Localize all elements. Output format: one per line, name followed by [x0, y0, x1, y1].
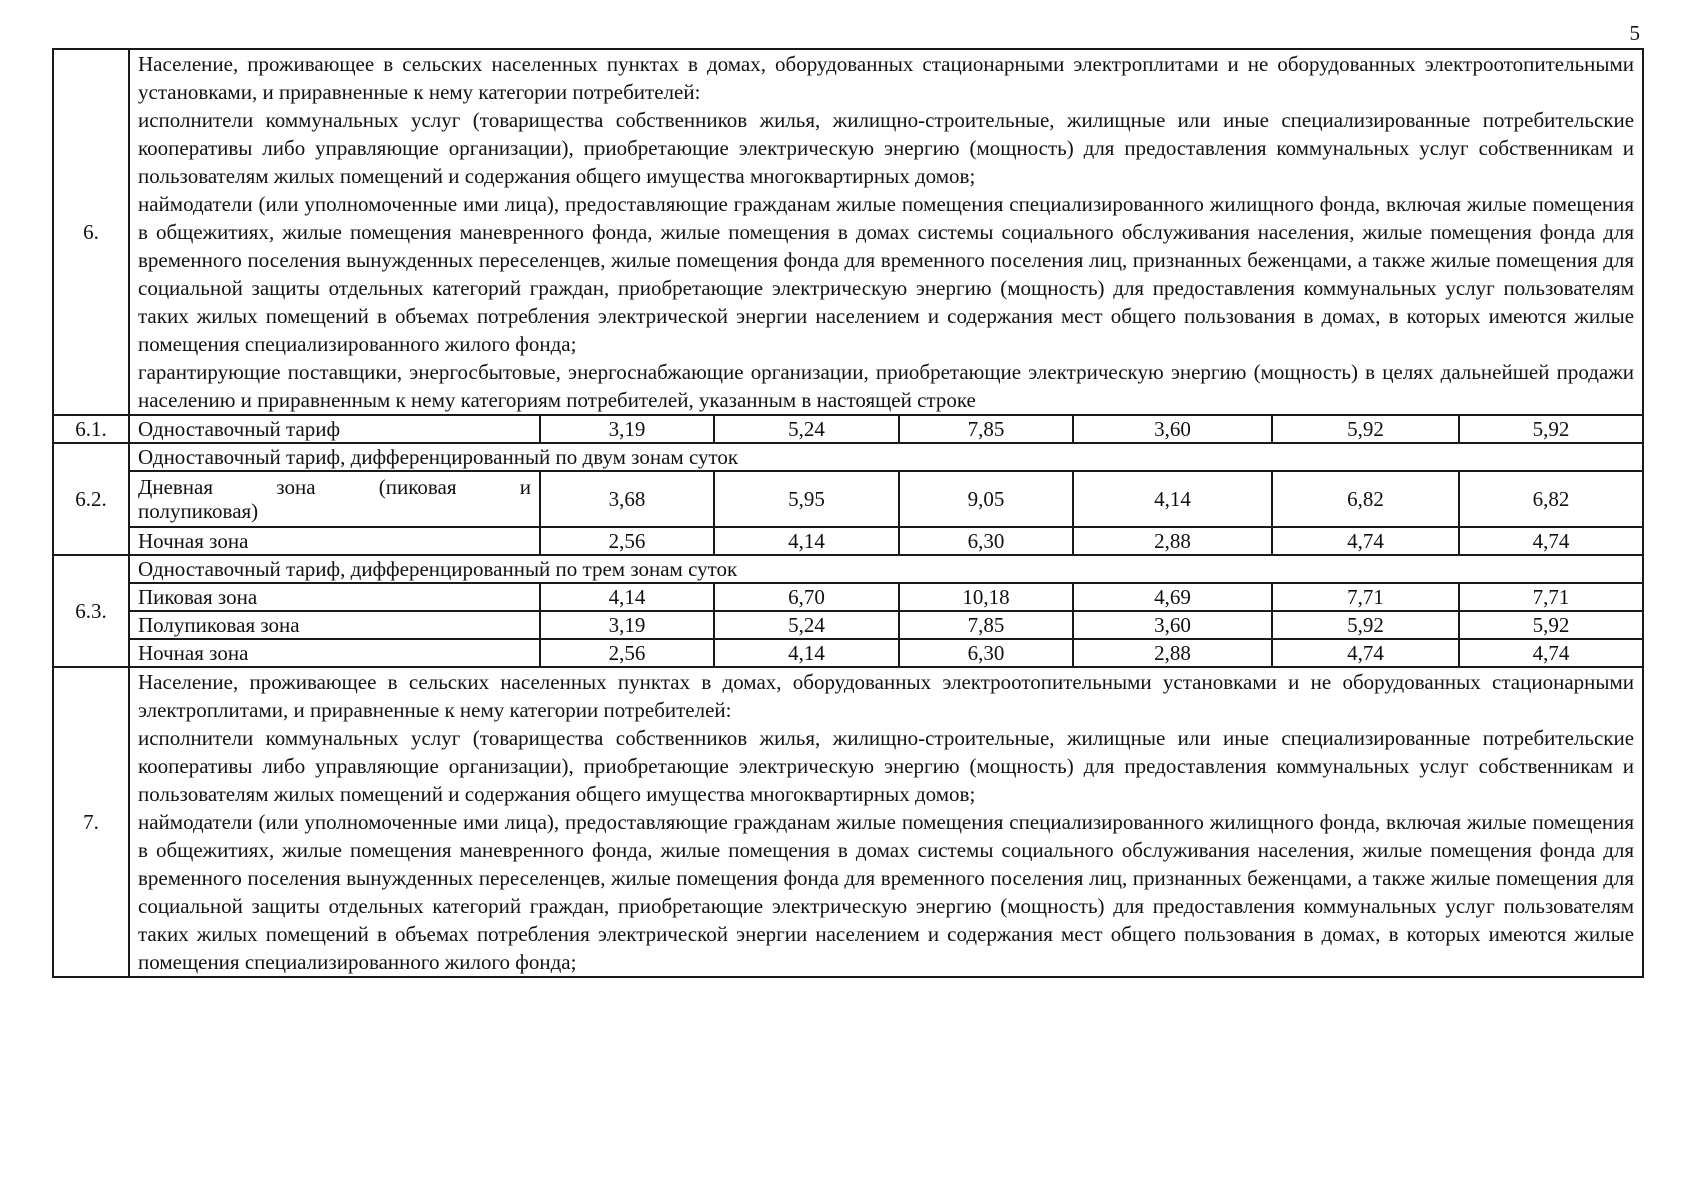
- tariff-value: 2,88: [1073, 639, 1272, 667]
- tariff-value: 5,92: [1459, 611, 1643, 639]
- table-row-6-3-night: [53, 639, 1643, 667]
- tariff-value: 5,92: [1272, 611, 1459, 639]
- tariff-value: 5,95: [714, 471, 899, 527]
- tariff-value: 3,60: [1073, 611, 1272, 639]
- table-row-6-3-semipeak: [53, 611, 1643, 639]
- tariff-value: 4,74: [1459, 639, 1643, 667]
- tariff-value: 5,92: [1459, 415, 1643, 443]
- tariff-value: 7,71: [1272, 583, 1459, 611]
- row-number: 6.2.: [53, 443, 129, 555]
- tariff-value: 3,19: [540, 415, 714, 443]
- row-label: Пиковая зона: [129, 583, 540, 611]
- tariff-value: 7,85: [899, 415, 1073, 443]
- table-row-6-3-peak: [53, 583, 1643, 611]
- tariff-value: 2,88: [1073, 527, 1272, 555]
- row-label: [129, 471, 540, 527]
- row-subheader: Одноставочный тариф, дифференцированный по двум зонам суток: [129, 443, 1643, 471]
- table-row-6-1: [53, 415, 1643, 443]
- tariff-value: 7,85: [899, 611, 1073, 639]
- row-number: 6.3.: [53, 555, 129, 667]
- tariff-value: 6,82: [1459, 471, 1643, 527]
- tariff-value: 4,74: [1272, 639, 1459, 667]
- tariff-value: 9,05: [899, 471, 1073, 527]
- row-label: Одноставочный тариф: [129, 415, 540, 443]
- tariff-value: 6,30: [899, 639, 1073, 667]
- row-label-line: Дневная зона (пиковая и: [138, 475, 531, 499]
- table-row-6-3-header: [53, 555, 1643, 583]
- page-number: 5: [1629, 21, 1640, 45]
- table-row-6-2-night: [53, 527, 1643, 555]
- row-label: Ночная зона: [129, 639, 540, 667]
- row-subheader: Одноставочный тариф, дифференцированный по трем зонам суток: [129, 555, 1643, 583]
- tariff-value: 6,82: [1272, 471, 1459, 527]
- paragraph: Население, проживающее в сельских населенных пунктах в домах, оборудованных стационарными электроплитами и не оборудованных электроотопительными установками, и приравненные к нему категории потребителей:: [138, 52, 1635, 104]
- table-row-6: [53, 49, 1643, 415]
- tariff-value: 2,56: [540, 639, 714, 667]
- paragraph: наймодатели (или уполномоченные ими лица), предоставляющие гражданам жилые помещения специализированного жилищного фонда, включая жилые помещения в общежитиях, жилые помещения маневренного фонда, жилые помещения в домах системы социального обслуживания населения, жилые помещения фонда для временного поселения вынужденных переселенцев, жилые помещения фонда для временного поселения лиц, признанных беженцами, а также жилые помещения для социальной защиты отдельных категорий граждан, приобретающие электрическую энергию (мощность) для предоставления коммунальных услуг пользователям таких жилых помещений в объемах потребления электрической энергии населением и содержания мест общего пользования в домах, в которых имеются жилые помещения специализированного жилого фонда;: [138, 810, 1635, 974]
- tariff-value: 4,69: [1073, 583, 1272, 611]
- paragraph: исполнители коммунальных услуг (товарищества собственников жилья, жилищно-строительные, жилищные или иные специализированные потребительские кооперативы либо управляющие организации), приобретающие электрическую энергию (мощность) для предоставления коммунальных услуг собственникам и пользователям жилых помещений и содержания общего имущества многоквартирных домов;: [138, 726, 1635, 806]
- tariff-value: 4,74: [1459, 527, 1643, 555]
- tariff-value: 4,14: [714, 527, 899, 555]
- tariff-value: 6,30: [899, 527, 1073, 555]
- row-label: Ночная зона: [129, 527, 540, 555]
- tariff-value: 7,71: [1459, 583, 1643, 611]
- row-number: 6.1.: [53, 415, 129, 443]
- row-description: [129, 49, 1643, 415]
- tariff-value: 5,92: [1272, 415, 1459, 443]
- row-description: [129, 667, 1643, 977]
- table-row-6-2-header: [53, 443, 1643, 471]
- tariff-value: 5,24: [714, 611, 899, 639]
- tariff-value: 4,14: [714, 639, 899, 667]
- table-row-6-2-day: [53, 471, 1643, 527]
- tariff-value: 2,56: [540, 527, 714, 555]
- row-number: 6.: [53, 49, 129, 415]
- tariff-table: [52, 48, 1644, 978]
- row-number: 7.: [53, 667, 129, 977]
- paragraph: Население, проживающее в сельских населенных пунктах в домах, оборудованных электроотопительными установками и не оборудованных стационарными электроплитами, и приравненные к нему категории потребителей:: [138, 670, 1635, 722]
- tariff-value: 4,74: [1272, 527, 1459, 555]
- tariff-value: 4,14: [540, 583, 714, 611]
- tariff-value: 3,68: [540, 471, 714, 527]
- row-label: Полупиковая зона: [129, 611, 540, 639]
- tariff-value: 6,70: [714, 583, 899, 611]
- paragraph: гарантирующие поставщики, энергосбытовые, энергоснабжающие организации, приобретающие электрическую энергию (мощность) в целях дальнейшей продажи населению и приравненным к нему категориям потребителей, указанным в настоящей строке: [138, 360, 1635, 412]
- tariff-value: 5,24: [714, 415, 899, 443]
- paragraph: наймодатели (или уполномоченные ими лица), предоставляющие гражданам жилые помещения специализированного жилищного фонда, включая жилые помещения в общежитиях, жилые помещения маневренного фонда, жилые помещения в домах системы социального обслуживания населения, жилые помещения фонда для временного поселения вынужденных переселенцев, жилые помещения фонда для временного поселения лиц, признанных беженцами, а также жилые помещения для социальной защиты отдельных категорий граждан, приобретающие электрическую энергию (мощность) для предоставления коммунальных услуг пользователям таких жилых помещений в объемах потребления электрической энергии населением и содержания мест общего пользования в домах, в которых имеются жилые помещения специализированного жилого фонда;: [138, 192, 1635, 356]
- tariff-value: 4,14: [1073, 471, 1272, 527]
- tariff-value: 10,18: [899, 583, 1073, 611]
- paragraph: исполнители коммунальных услуг (товарищества собственников жилья, жилищно-строительные, жилищные или иные специализированные потребительские кооперативы либо управляющие организации), приобретающие электрическую энергию (мощность) для предоставления коммунальных услуг собственникам и пользователям жилых помещений и содержания общего имущества многоквартирных домов;: [138, 108, 1635, 188]
- tariff-value: 3,60: [1073, 415, 1272, 443]
- tariff-value: 3,19: [540, 611, 714, 639]
- row-label-line: полупиковая): [138, 499, 259, 523]
- table-row-7: [53, 667, 1643, 977]
